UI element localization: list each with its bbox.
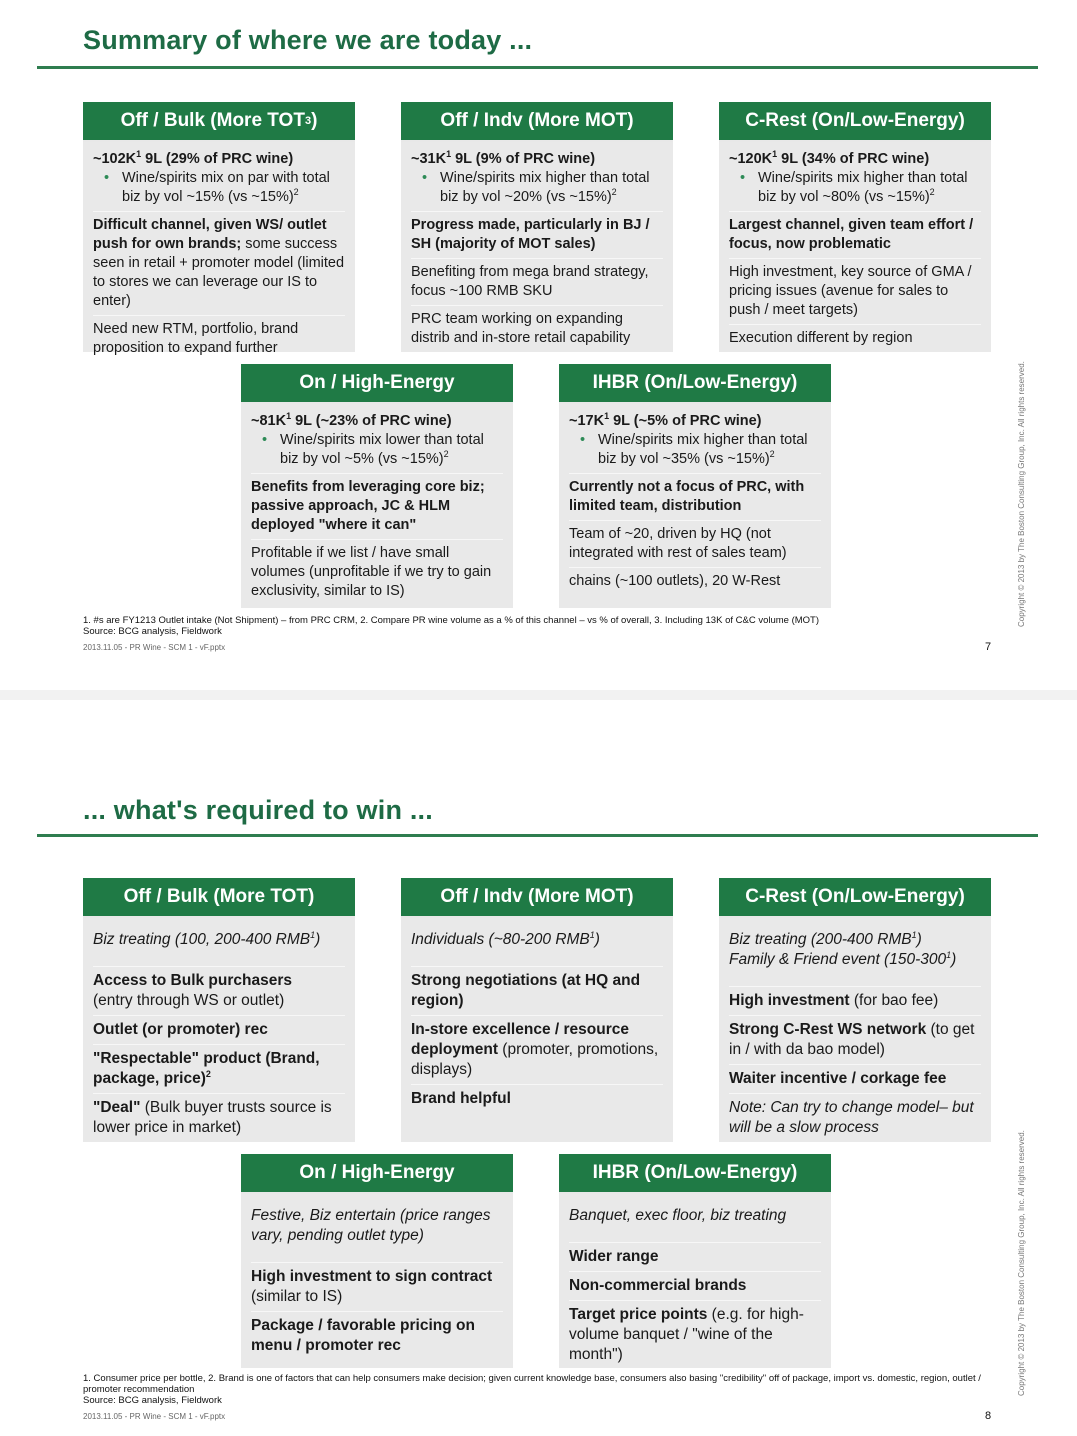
requirement-item: High investment to sign contract (similar to IS) xyxy=(251,1262,503,1307)
title-rule xyxy=(37,834,1038,837)
occasion-text: Banquet, exec floor, biz treating xyxy=(569,1207,787,1224)
occasion-text: Biz treating (200-400 RMB$^1$) xyxy=(729,929,922,948)
card-off-bulk xyxy=(83,102,355,356)
card-ihbr xyxy=(559,1154,831,1368)
investment-text: High investment, key source of GMA / pricing issues (avenue for sales to push / meet targets) xyxy=(729,258,981,320)
title-rule xyxy=(37,66,1038,69)
page-title: ... what's required to win ... xyxy=(83,795,433,825)
card-header-text: IHBR (On/Low-Energy) xyxy=(592,1162,798,1183)
assessment-text: Largest channel, given team effort / focus, now problematic xyxy=(729,211,981,254)
occasion-text: Biz treating (100, 200-400 RMB$^1$) xyxy=(93,929,321,948)
volume-line: $\sim 102K^1$ 9L (29% of PRC wine) xyxy=(93,149,294,167)
occasion-text: Family & Friend event $(150-300^1)$ xyxy=(729,949,957,968)
requirement-item: Strong negotiations (at HQ and region) xyxy=(411,966,663,1011)
volume-line: $\sim 81K^1$ 9L (~23% of PRC wine) xyxy=(251,411,452,429)
requirement-item: Access to Bulk purchasers (entry through WS or outlet) xyxy=(93,966,345,1011)
footnote: 1. Consumer price per bottle, 2. Brand is one of factors that can help consumers make decision; given current knowledge base, consumers also basing "credibility" off of package, import vs. domestic, region, outlet / promoter recommendation xyxy=(83,1373,981,1395)
card-header-text: Off / Indv (More MOT) xyxy=(440,886,634,907)
requirement-item: "Deal" (Bulk buyer trusts source is lower price in market) xyxy=(93,1093,345,1138)
requirement-item: Brand helpful xyxy=(411,1084,663,1109)
card-body xyxy=(83,918,355,1142)
strategy-text: Benefiting from mega brand strategy, focus ~100 RMB SKU xyxy=(411,258,663,301)
card-header xyxy=(241,364,513,404)
card-header xyxy=(401,102,673,142)
card-off-indv xyxy=(401,878,673,1142)
assessment-text: Difficult channel, given WS/ outlet push for own brands; some success seen in retail + promoter model (limited to stores we can leverage our IS to enter) xyxy=(93,211,345,311)
card-header-text: C-Rest (On/Low-Energy) xyxy=(745,886,965,907)
card-header-text: C-Rest (On/Low-Energy) xyxy=(745,110,965,131)
card-on-high-energy xyxy=(241,364,513,608)
card-body xyxy=(719,142,991,352)
card-header-tail: ) xyxy=(311,110,318,131)
card-header-text: Off / Indv (More MOT) xyxy=(440,110,634,131)
card-c-rest xyxy=(719,102,991,352)
occasion-text: Individuals (~80-200 RMB$^1$) xyxy=(411,929,600,948)
requirement-item: Strong C-Rest WS network (to get in / with da bao model) xyxy=(729,1015,981,1060)
card-header xyxy=(83,878,355,918)
next-step-text: PRC team working on expanding distrib and in-store retail capability xyxy=(411,305,663,348)
card-header xyxy=(401,878,673,918)
requirement-item: Non-commercial brands xyxy=(569,1271,821,1296)
requirement-item: In-store excellence / resource deployment (promoter, promotions, displays) xyxy=(411,1015,663,1080)
mix-bullet: • Wine/spirits mix lower than total biz by vol ~5% (vs ~15%)$^2$ xyxy=(251,431,503,469)
card-header xyxy=(719,102,991,142)
copyright: Copyright © 2013 by The Boston Consulting Group, Inc. All rights reserved. xyxy=(1017,1130,1026,1396)
card-body xyxy=(559,404,831,608)
card-header xyxy=(719,878,991,918)
outlets-text: chains (~100 outlets), 20 W-Rest xyxy=(569,567,821,591)
card-body xyxy=(241,1194,513,1368)
requirement-item: Outlet (or promoter) rec xyxy=(93,1015,345,1040)
occasion-text: Festive, Biz entertain (price ranges vary, pending outlet type) xyxy=(251,1207,491,1244)
card-body xyxy=(719,918,991,1142)
card-header xyxy=(559,364,831,404)
file-name: 2013.11.05 - PR Wine - SCM 1 - vF.pptx xyxy=(83,643,226,652)
volume-line: $\sim 17K^1$ 9L (~5% of PRC wine) xyxy=(569,411,762,429)
card-c-rest xyxy=(719,878,991,1142)
card-header xyxy=(559,1154,831,1194)
page-number: 8 xyxy=(985,1410,992,1422)
note-text: Note: Can try to change model– but will be a slow process xyxy=(729,1093,981,1138)
volume-line: $\sim 31K^1$ 9L (9% of PRC wine) xyxy=(411,149,596,167)
page-title: Summary of where we are today ... xyxy=(83,25,533,55)
assessment-text: Progress made, particularly in BJ / SH (majority of MOT sales) xyxy=(411,211,663,254)
requirement-item: Target price points (e.g. for high-volume banquet / "wine of the month") xyxy=(569,1300,821,1365)
source-note: Source: BCG analysis, Fieldwork xyxy=(83,1395,222,1406)
card-body xyxy=(559,1194,831,1368)
card-body xyxy=(401,918,673,1142)
card-off-bulk xyxy=(83,878,355,1142)
requirement-item: High investment (for bao fee) xyxy=(729,986,981,1011)
team-text: Team of ~20, driven by HQ (not integrated with rest of sales team) xyxy=(569,520,821,563)
volume-line: $\sim 120K^1$ 9L (34% of PRC wine) xyxy=(729,149,930,167)
slide-separator xyxy=(0,690,1077,700)
requirement-item: Package / favorable pricing on menu / promoter rec xyxy=(251,1311,503,1356)
profitability-text: Profitable if we list / have small volumes (unprofitable if we try to gain exclusivity, similar to IS) xyxy=(251,539,503,601)
mix-bullet: • Wine/spirits mix on par with total biz by vol ~15% (vs ~15%)$^2$ xyxy=(93,169,345,207)
requirement-item: Wider range xyxy=(569,1242,821,1267)
card-body xyxy=(401,142,673,352)
card-header-text: IHBR (On/Low-Energy) xyxy=(592,372,798,393)
page-number: 7 xyxy=(985,641,992,653)
card-header xyxy=(83,102,355,142)
next-step-text: Need new RTM, portfolio, brand proposition to expand further xyxy=(93,315,345,358)
copyright: Copyright © 2013 by The Boston Consulting Group, Inc. All rights reserved. xyxy=(1017,361,1026,627)
mix-bullet: • Wine/spirits mix higher than total biz by vol ~80% (vs ~15%)$^2$ xyxy=(729,169,981,207)
card-on-high-energy xyxy=(241,1154,513,1368)
card-off-indv xyxy=(401,102,673,352)
card-header-text: On / High-Energy xyxy=(299,1162,455,1183)
card-header-text: Off / Bulk (More TOT) xyxy=(123,886,315,907)
card-header-text: On / High-Energy xyxy=(299,372,455,393)
card-header-text: Off / Bulk (More TOT xyxy=(120,110,305,131)
card-header xyxy=(241,1154,513,1194)
execution-text: Execution different by region xyxy=(729,324,981,348)
card-body xyxy=(241,404,513,608)
requirement-item: "Respectable" product (Brand, package, price)$^2$ xyxy=(93,1044,345,1089)
footnote-ref: 3 xyxy=(304,115,312,127)
card-ihbr xyxy=(559,364,831,608)
mix-bullet: • Wine/spirits mix higher than total biz by vol ~20% (vs ~15%)$^2$ xyxy=(411,169,663,207)
requirement-item: Waiter incentive / corkage fee xyxy=(729,1064,981,1089)
footnote: 1. #s are FY1213 Outlet intake (Not Shipment) – from PRC CRM, 2. Compare PR wine volume as a % of this channel – vs % of overall, 3. Including 13K of C&C volume (MOT) xyxy=(83,615,820,626)
assessment-text: Benefits from leveraging core biz; passive approach, JC & HLM deployed "where it can" xyxy=(251,473,503,535)
mix-bullet: • Wine/spirits mix higher than total biz by vol ~35% (vs ~15%)$^2$ xyxy=(569,431,821,469)
file-name: 2013.11.05 - PR Wine - SCM 1 - vF.pptx xyxy=(83,1412,226,1421)
source-note: Source: BCG analysis, Fieldwork xyxy=(83,626,222,637)
assessment-text: Currently not a focus of PRC, with limited team, distribution xyxy=(569,473,821,516)
card-body xyxy=(83,142,355,356)
